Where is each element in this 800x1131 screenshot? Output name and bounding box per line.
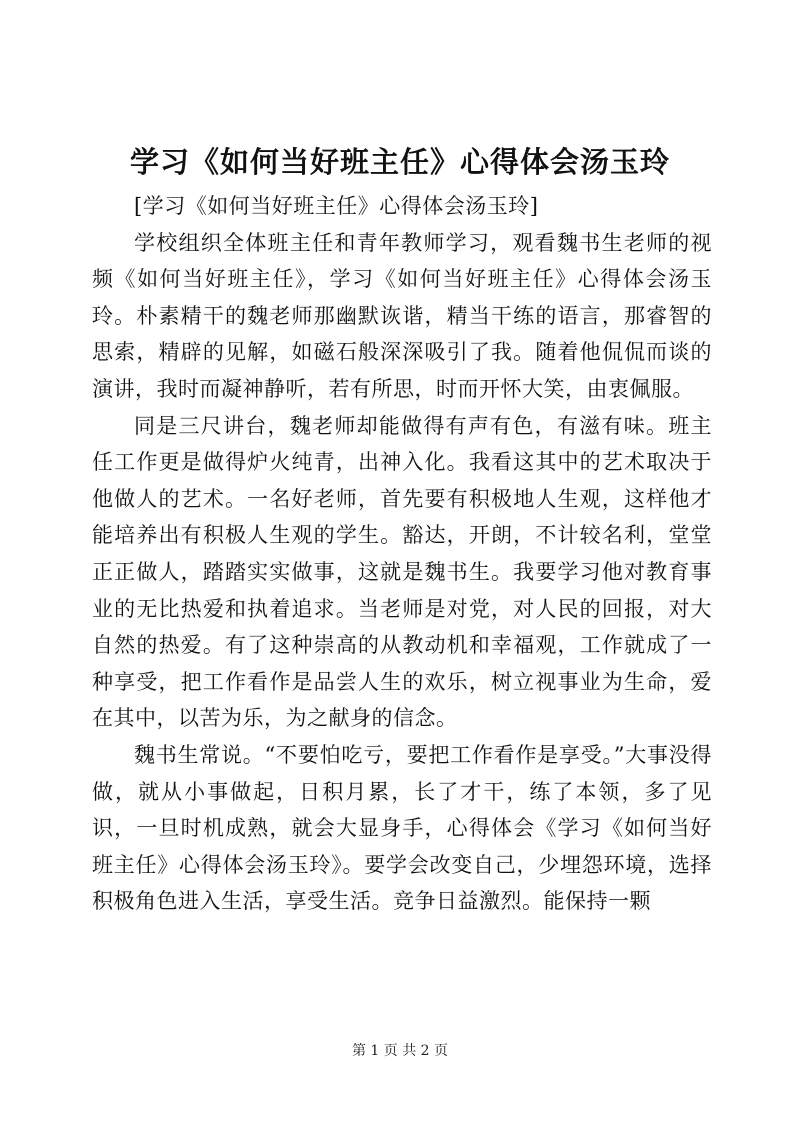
paragraph-subtitle: [学习《如何当好班主任》心得体会汤玉玲] [134, 194, 539, 218]
document-title: 学习《如何当好班主任》心得体会汤玉玲 [129, 145, 670, 179]
page-number-footer: 第 1 页 共 2 页 [351, 1043, 449, 1059]
document-body [92, 188, 712, 920]
paragraph-3: 魏书生常说。“不要怕吃亏，要把工作看作是享受。”大事没得做，就从小事做起，日积月累，长了才干，练了本领，多了见识，一旦时机成熟，就会大显身手，心得体会《学习《如何当好班主任》心得体会汤玉玲》。要学会改变自己，少埋怨环境，选择积极角色进入生活，享受生活。竞争日益激烈。能保持一颗 [92, 742, 712, 914]
paragraph-1: 学校组织全体班主任和青年教师学习，观看魏书生老师的视频《如何当好班主任》，学习《如何当好班主任》心得体会汤玉玲。朴素精干的魏老师那幽默诙谐，精当干练的语言，那睿智的思索，精辟的见解，如磁石般深深吸引了我。随着他侃侃而谈的演讲，我时而凝神静听，若有所思，时而开怀大笑，由衷佩服。 [92, 230, 712, 401]
paragraph-2: 同是三尺讲台，魏老师却能做得有声有色，有滋有味。班主任工作更是做得炉火纯青，出神入化。我看这其中的艺术取决于他做人的艺术。一名好老师，首先要有积极地人生观，这样他才能培养出有积极人生观的学生。豁达，开朗，不计较名利，堂堂正正做人，踏踏实实做事，这就是魏书生。我要学习他对教育事业的无比热爱和执着追求。当老师是对党，对人民的回报，对大自然的热爱。有了这种崇高的从教动机和幸福观，工作就成了一种享受，把工作看作是品尝人生的欢乐，树立视事业为生命，爱在其中，以苦为乐，为之献身的信念。 [92, 413, 712, 731]
